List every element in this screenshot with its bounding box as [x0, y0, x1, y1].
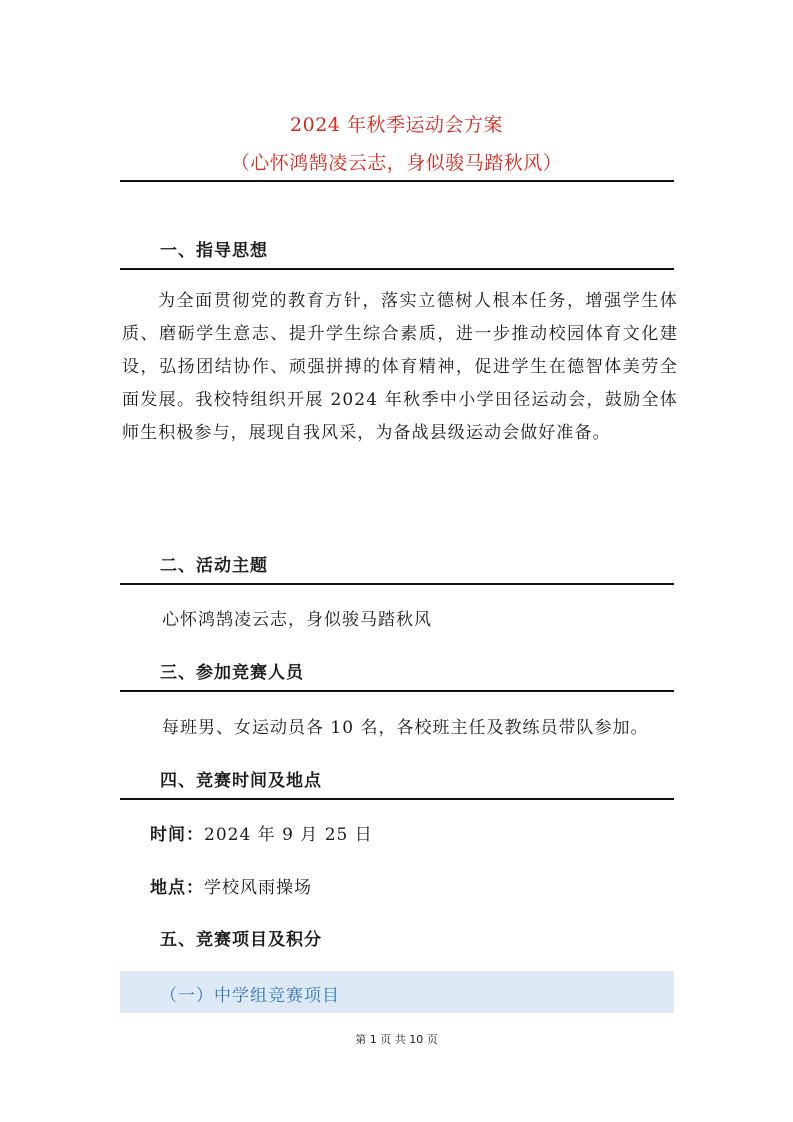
- section-divider: [120, 798, 674, 800]
- subsection-heading-box: [120, 971, 674, 1013]
- section-divider: [120, 690, 674, 692]
- place-line: [150, 873, 312, 898]
- time-line: [150, 820, 373, 845]
- place-label: 地点：: [150, 878, 204, 898]
- time-label: 时间：: [150, 825, 204, 845]
- title-divider: [120, 180, 674, 182]
- section-heading-time-place: 四、竞赛时间及地点: [160, 771, 322, 791]
- section-heading-guiding-thought: 一、指导思想: [160, 241, 268, 261]
- document-title: 2024 年秋季运动会方案: [290, 114, 503, 136]
- page-footer: 第 1 页 共 10 页: [355, 1033, 438, 1046]
- document-subtitle: （心怀鸿鹄凌云志，身似骏马踏秋风）: [230, 152, 563, 174]
- section-divider: [120, 268, 674, 270]
- section-heading-participants: 三、参加竞赛人员: [160, 663, 304, 683]
- guiding-thought-paragraph: 为全面贯彻党的教育方针，落实立德树人根本任务，增强学生体质、磨砺学生意志、提升学生综合素质，进一步推动校园体育文化建设，弘扬团结协作、顽强拼搏的体育精神，促进学生在德智体美劳全面发展。我校特组织开展 2024 年秋季中小学田径运动会，鼓励全体师生积极参与，展现自我风采，为备战县级运动会做好准备。: [122, 291, 678, 443]
- section-divider: [120, 583, 674, 585]
- time-value: 2024 年 9 月 25 日: [204, 825, 373, 845]
- section-heading-events-scoring: 五、竞赛项目及积分: [160, 930, 322, 950]
- participants-text: 每班男、女运动员各 10 名，各校班主任及教练员带队参加。: [162, 718, 649, 738]
- section-heading-theme: 二、活动主题: [160, 556, 268, 576]
- subsection-heading-middle-school-events: （一）中学组竞赛项目: [160, 986, 340, 1006]
- place-value: 学校风雨操场: [204, 878, 312, 898]
- theme-text: 心怀鸿鹄凌云志，身似骏马踏秋风: [162, 610, 432, 630]
